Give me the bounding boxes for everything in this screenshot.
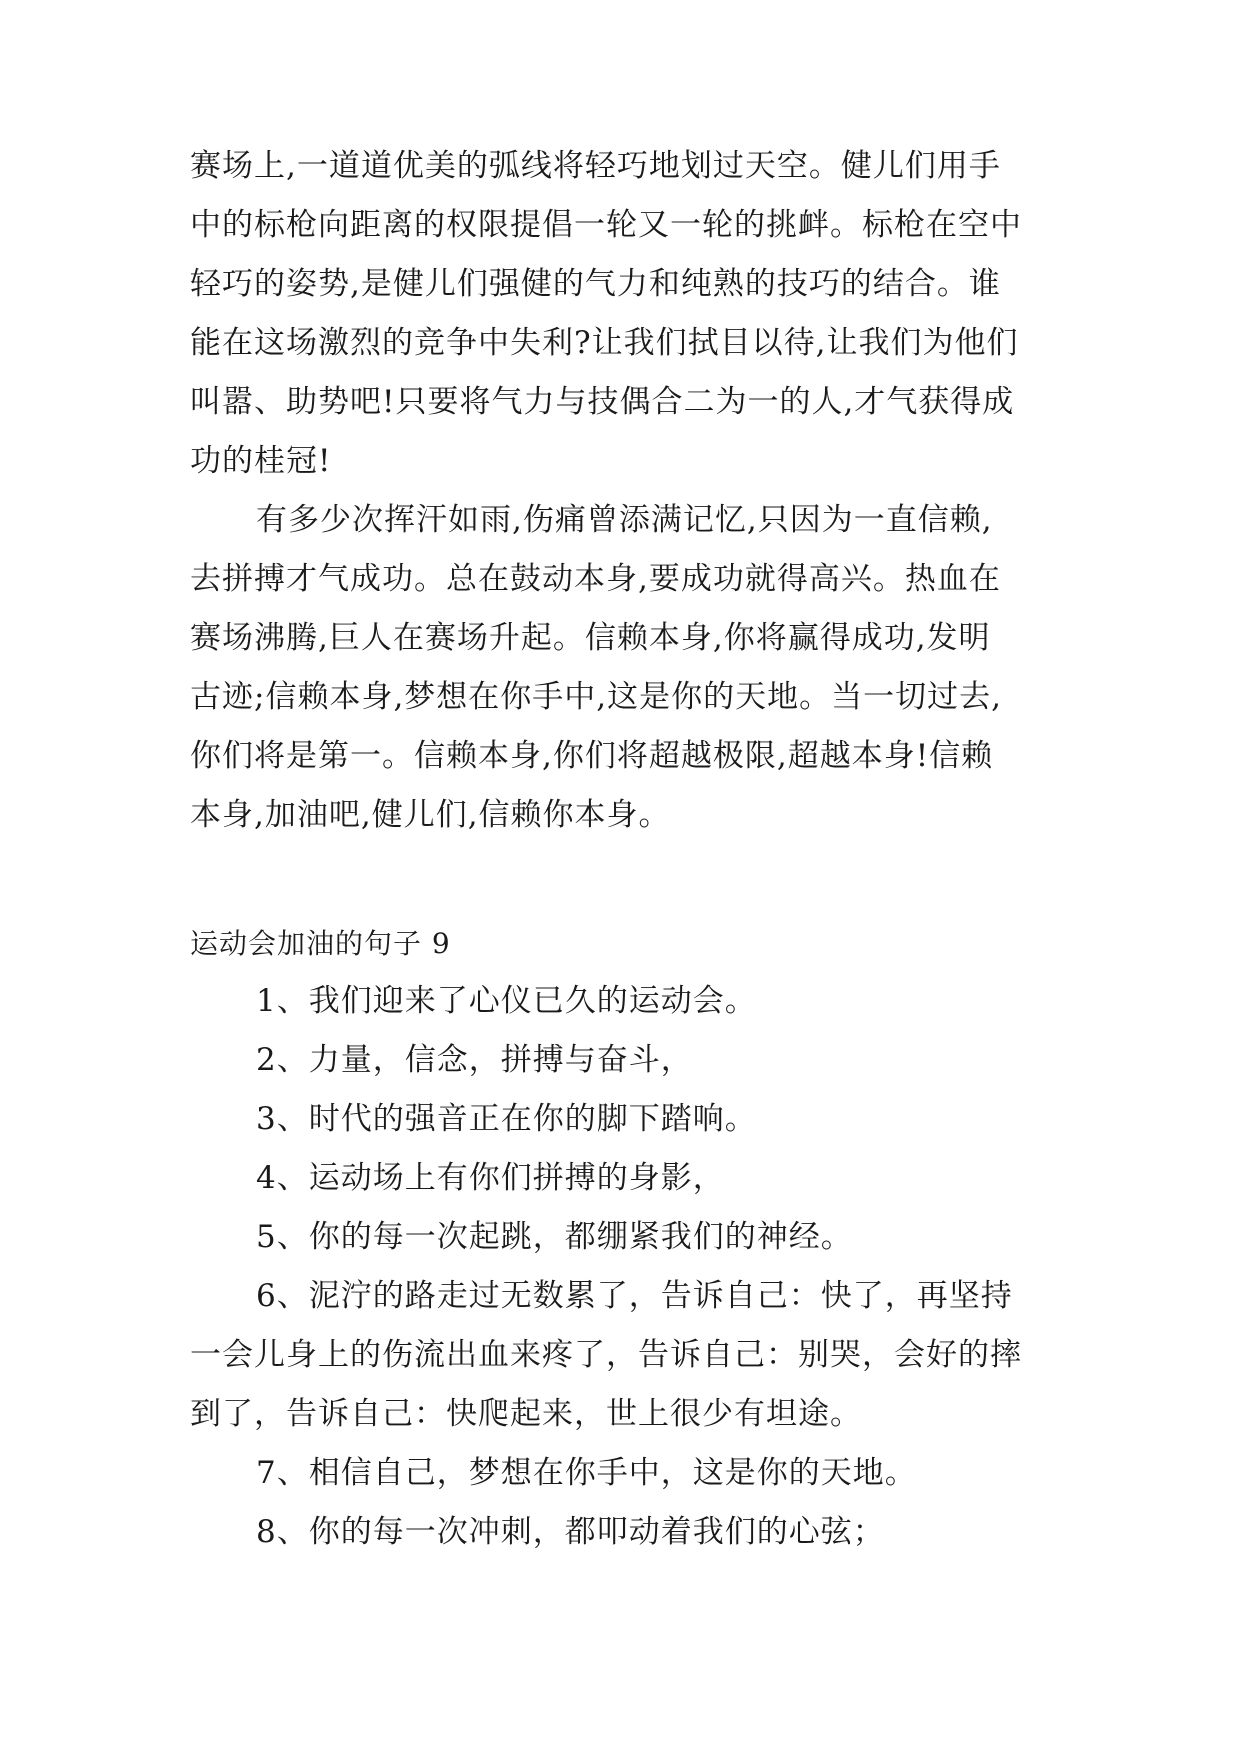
paragraph-line: 去拼搏才气成功。总在鼓动本身,要成功就得高兴。热血在 <box>190 561 1001 597</box>
list-item: 6、泥泞的路走过无数累了，告诉自己：快了，再坚持 <box>256 1278 1013 1314</box>
list-item: 7、相信自己，梦想在你手中，这是你的天地。 <box>256 1455 917 1491</box>
list-item: 5、你的每一次起跳，都绷紧我们的神经。 <box>256 1219 853 1255</box>
paragraph-line: 中的标枪向距离的权限提倡一轮又一轮的挑衅。标枪在空中 <box>190 207 1022 243</box>
paragraph-line: 功的桂冠! <box>190 443 332 479</box>
paragraph-line: 赛场沸腾,巨人在赛场升起。信赖本身,你将赢得成功,发明 <box>190 620 991 656</box>
section-heading <box>190 916 1060 972</box>
paragraph-javelin <box>190 137 1060 491</box>
list-item-continuation: 到了，告诉自己：快爬起来，世上很少有坦途。 <box>190 1396 862 1432</box>
paragraph-line: 赛场上,一道道优美的弧线将轻巧地划过天空。健儿们用手 <box>190 148 1001 184</box>
paragraph-believe <box>190 491 1060 845</box>
list-item: 4、运动场上有你们拼搏的身影， <box>256 1160 725 1196</box>
paragraph-line: 有多少次挥汗如雨,伤痛曾添满记忆,只因为一直信赖, <box>256 502 993 538</box>
section-title: 运动会加油的句子 9 <box>190 927 451 960</box>
paragraph-line: 你们将是第一。信赖本身,你们将超越极限,超越本身!信赖 <box>190 738 994 774</box>
paragraph-line: 能在这场激烈的竞争中失利?让我们拭目以待,让我们为他们 <box>190 325 1019 361</box>
paragraph-line: 轻巧的姿势,是健儿们强健的气力和纯熟的技巧的结合。谁 <box>190 266 1001 302</box>
list-item: 2、力量，信念，拼搏与奋斗， <box>256 1042 693 1078</box>
paragraph-line: 本身,加油吧,健儿们,信赖你本身。 <box>190 797 671 833</box>
list-item-continuation: 一会儿身上的伤流出血来疼了，告诉自己：别哭，会好的摔 <box>190 1337 1022 1373</box>
paragraph-line: 叫嚣、助势吧!只要将气力与技偶合二为一的人,才气获得成 <box>190 384 1015 420</box>
cheer-list <box>190 972 1060 1562</box>
paragraph-line: 古迹;信赖本身,梦想在你手中,这是你的天地。当一切过去, <box>190 679 1003 715</box>
list-item: 1、我们迎来了心仪已久的运动会。 <box>256 983 757 1019</box>
list-item: 3、时代的强音正在你的脚下踏响。 <box>256 1101 757 1137</box>
list-item: 8、你的每一次冲刺，都叩动着我们的心弦； <box>256 1514 885 1550</box>
